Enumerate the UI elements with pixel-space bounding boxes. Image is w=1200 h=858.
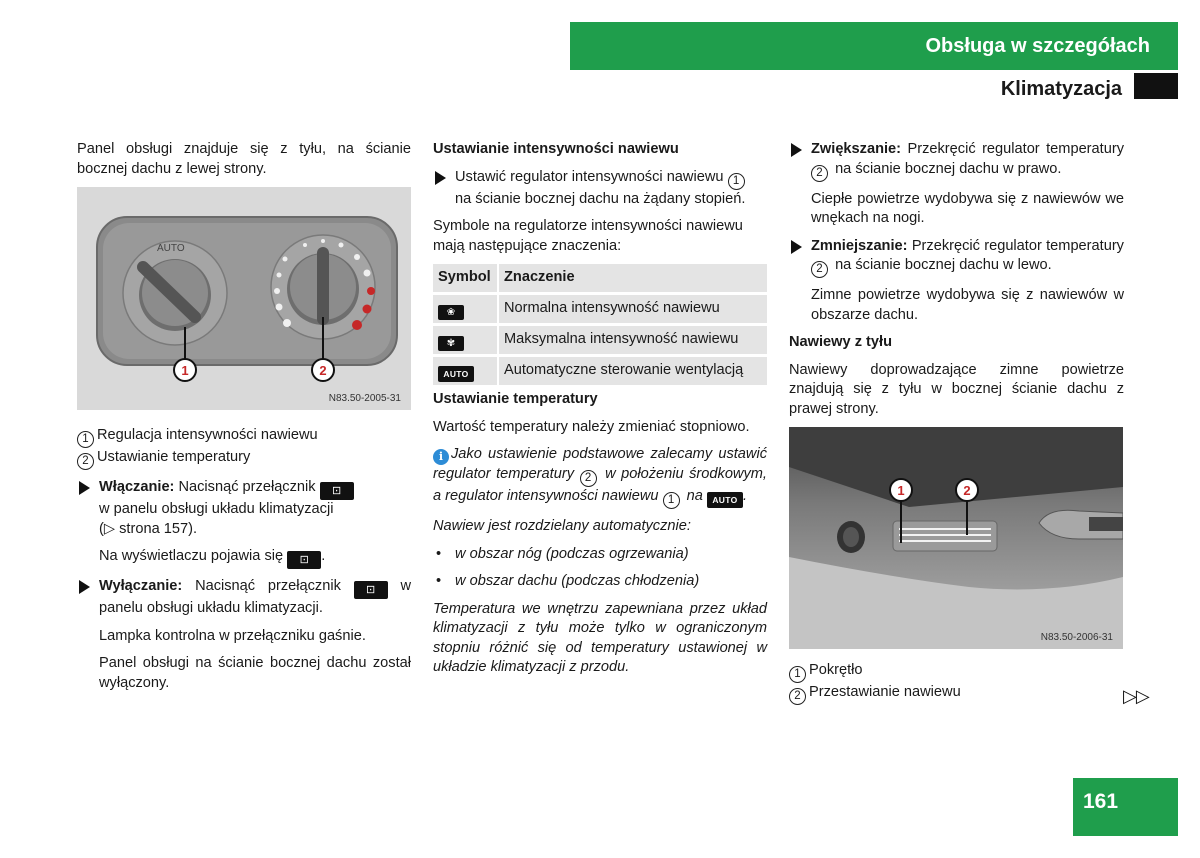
lamp-note: Lampka kontrolna w przełączniku gaśnie. bbox=[99, 627, 366, 644]
climate-switch-icon: ⊡ bbox=[320, 482, 354, 500]
step-text: Nacisnąć przełącznik bbox=[195, 578, 341, 594]
symbol-cell bbox=[433, 295, 499, 323]
step-text: na ścianie bocznej dachu na żądany stopień. bbox=[455, 190, 746, 207]
legend-item bbox=[77, 426, 411, 448]
increase-note: Ciepłe powietrze wydobywa się z nawiewów we wnękach na nogi. bbox=[811, 190, 1124, 226]
step-text: na ścianie bocznej dachu w lewo. bbox=[835, 257, 1052, 273]
info-text: w położeniu środkowym, a regulator intensywności nawiewu bbox=[433, 466, 767, 504]
symbols-intro: Symbole na regulatorze intensywności nawiewu mają następujące znaczenia: bbox=[433, 218, 743, 254]
rear-vents-photo bbox=[789, 427, 1123, 649]
legend-text: Przestawianie nawiewu bbox=[809, 684, 961, 700]
column-1 bbox=[77, 140, 411, 701]
info-note bbox=[433, 445, 767, 509]
action-arrow-icon bbox=[791, 240, 802, 254]
symbol-cell bbox=[433, 357, 499, 385]
page-reference: (▷ strona 157). bbox=[99, 520, 198, 537]
symbol-cell bbox=[433, 326, 499, 354]
column-3 bbox=[789, 140, 1124, 705]
step-increase bbox=[789, 140, 1124, 182]
callout-number: 2 bbox=[77, 453, 94, 470]
callout-number: 2 bbox=[580, 470, 597, 487]
page-number-box bbox=[1073, 778, 1178, 836]
callout-number: 1 bbox=[789, 666, 806, 683]
column-header: Symbol bbox=[433, 264, 499, 292]
section-header-bar bbox=[570, 22, 1178, 70]
table-header bbox=[433, 264, 767, 292]
photo-code: N83.50-2006-31 bbox=[1040, 632, 1113, 643]
meaning-cell: Maksymalna intensywność nawiewu bbox=[499, 326, 767, 354]
temperature-note: Temperatura we wnętrzu zapewniana przez układ klimatyzacji z tyłu może tylko w ograniczonym stopniu różnić się od temperatury ustawionej w układzie klimatyzacji z przodu. bbox=[433, 600, 767, 675]
intro-text: Panel obsługi znajduje się z tyłu, na ścianie bocznej dachu z lewej strony. bbox=[77, 141, 411, 177]
heading-fan-intensity: Ustawianie intensywności nawiewu bbox=[433, 141, 679, 157]
display-symbol-icon: ⊡ bbox=[287, 551, 321, 569]
step-label: Zwiększanie: bbox=[811, 141, 902, 157]
heading-temperature: Ustawianie temperatury bbox=[433, 391, 598, 407]
temperature-text: Wartość temperatury należy zmieniać stopniowo. bbox=[433, 418, 750, 435]
control-panel-illustration bbox=[77, 187, 411, 410]
step-decrease bbox=[789, 237, 1124, 279]
climate-switch-icon: ⊡ bbox=[354, 581, 388, 599]
table-row bbox=[433, 357, 767, 385]
legend-text: Pokrętło bbox=[809, 662, 863, 678]
legend-1 bbox=[77, 426, 411, 470]
continue-arrows-icon: ▷▷ bbox=[1123, 686, 1149, 706]
step-text: na ścianie bocznej dachu w prawo. bbox=[835, 160, 1062, 177]
step-label: Włączanie: bbox=[99, 479, 175, 495]
section-title: Obsługa w szczegółach bbox=[925, 35, 1150, 57]
symbol-table bbox=[433, 261, 767, 388]
heading-rear-vents: Nawiewy z tyłu bbox=[789, 334, 892, 350]
control-panel-photo bbox=[77, 187, 411, 410]
meaning-cell: Normalna intensywność nawiewu bbox=[499, 295, 767, 323]
svg-text:2: 2 bbox=[963, 483, 971, 498]
display-note bbox=[77, 547, 411, 569]
list-item: • w obszar nóg (podczas ogrzewania) bbox=[433, 545, 767, 565]
punct: . bbox=[321, 548, 326, 564]
step-text: Ustawić regulator intensywności nawiewu bbox=[455, 168, 724, 185]
callout-number: 2 bbox=[811, 261, 828, 278]
subsection-title: Klimatyzacja bbox=[1000, 78, 1122, 100]
panel-off-note: Panel obsługi na ścianie bocznej dachu został wyłączony. bbox=[99, 655, 411, 691]
vents-text: Nawiewy doprowadzające zimne powietrze znajdują się z tyłu w bocznej ścianie dachu z prawej strony. bbox=[789, 361, 1124, 417]
step-text: w panelu obsługi układu klimatyzacji bbox=[99, 501, 334, 517]
meaning-cell: Automatyczne sterowanie wentylacją bbox=[499, 357, 767, 385]
step-fan-intensity bbox=[433, 168, 767, 210]
list-item: • w obszar dachu (podczas chłodzenia) bbox=[433, 572, 767, 592]
step-text: Przekręcić regulator temperatury bbox=[907, 141, 1124, 157]
callout-number: 1 bbox=[77, 431, 94, 448]
step-text: Przekręcić regulator temperatury bbox=[911, 237, 1124, 254]
svg-text:2: 2 bbox=[319, 363, 327, 378]
action-arrow-icon bbox=[79, 580, 90, 594]
punct: . bbox=[742, 488, 747, 504]
callout-number: 1 bbox=[663, 492, 680, 509]
subsection-marker bbox=[1134, 73, 1178, 99]
photo-code: N83.50-2005-31 bbox=[328, 393, 401, 404]
action-arrow-icon bbox=[79, 481, 90, 495]
auto-list bbox=[433, 545, 767, 592]
action-arrow-icon bbox=[435, 171, 446, 185]
action-arrow-icon bbox=[791, 143, 802, 157]
legend-text: Regulacja intensywności nawiewu bbox=[97, 427, 318, 443]
info-icon: i bbox=[433, 449, 449, 465]
step-text: Nacisnąć przełącznik bbox=[178, 479, 316, 495]
column-header: Znaczenie bbox=[499, 264, 767, 292]
auto-icon: AUTO bbox=[438, 366, 474, 382]
table-row bbox=[433, 326, 767, 354]
legend-item bbox=[789, 683, 1124, 705]
step-label: Wyłączanie: bbox=[99, 578, 183, 594]
info-text: Jako ustawienie podstawowe zalecamy ustawić regulator temperatury bbox=[433, 446, 767, 482]
callout-number: 2 bbox=[789, 688, 806, 705]
auto-icon: AUTO bbox=[707, 492, 743, 508]
rear-vents-illustration bbox=[789, 427, 1123, 649]
step-label: Zmniejszanie: bbox=[811, 237, 908, 254]
svg-text:AUTO: AUTO bbox=[157, 243, 185, 254]
legend-item bbox=[77, 448, 411, 470]
step-switch-on bbox=[77, 478, 411, 539]
svg-text:1: 1 bbox=[897, 483, 905, 498]
svg-text:1: 1 bbox=[181, 363, 189, 378]
legend-text: Ustawianie temperatury bbox=[97, 449, 251, 465]
legend-2 bbox=[789, 661, 1124, 705]
page-number: 161 bbox=[1083, 790, 1119, 813]
legend-item bbox=[789, 661, 1124, 683]
table-row bbox=[433, 295, 767, 323]
display-text: Na wyświetlaczu pojawia się bbox=[99, 548, 284, 564]
callout-number: 2 bbox=[811, 165, 828, 182]
column-2 bbox=[433, 140, 767, 686]
fan-high-icon: ✾ bbox=[438, 336, 464, 351]
fan-low-icon: ❀ bbox=[438, 305, 464, 320]
decrease-note: Zimne powietrze wydobywa się z nawiewów w obszarze dachu. bbox=[811, 287, 1124, 323]
callout-number: 1 bbox=[728, 173, 745, 190]
auto-intro: Nawiew jest rozdzielany automatycznie: bbox=[433, 518, 691, 534]
step-text: w panelu obsługi układu klimatyzacji. bbox=[99, 578, 411, 616]
step-switch-off bbox=[77, 577, 411, 619]
info-text: na bbox=[686, 488, 703, 504]
